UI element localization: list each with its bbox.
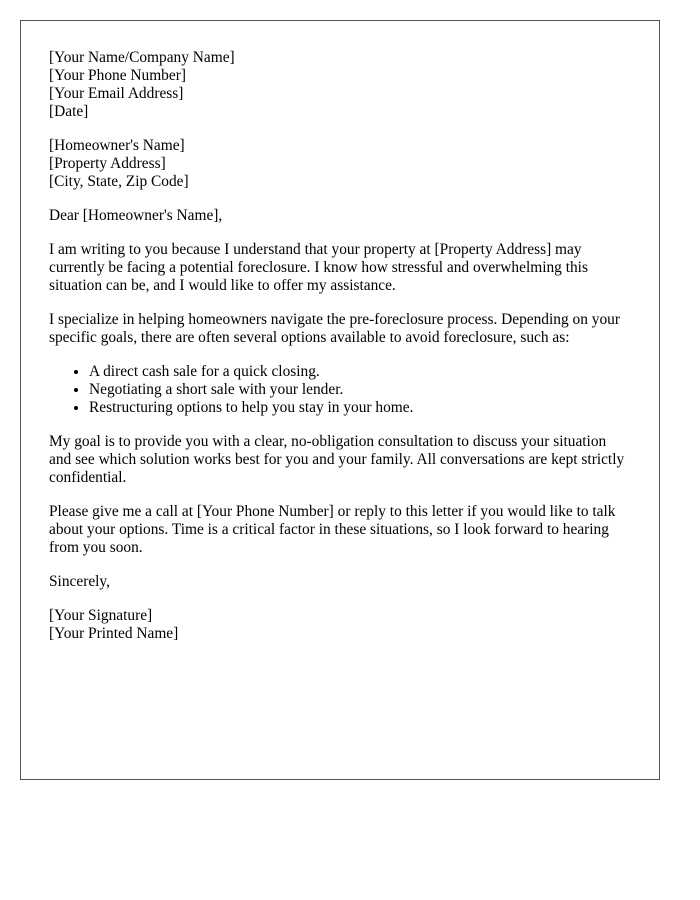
call-to-action-paragraph: Please give me a call at [Your Phone Number] or reply to this letter if you would like to talk about your options. Time is a critical factor in these situations, so I look forward to hearing from you soon. — [49, 503, 616, 556]
sender-name: [Your Name/Company Name] — [49, 49, 235, 66]
consultation-paragraph: My goal is to provide you with a clear, no-obligation consultation to discuss your situation and see which solution works best for you and your family. All conversations are kept strictly confidential. — [49, 433, 625, 486]
printed-name: [Your Printed Name] — [49, 625, 179, 642]
intro-paragraph: I am writing to you because I understand that your property at [Property Address] may currently be facing a potential foreclosure. I know how stressful and overwhelming this situation can be, and I would like to offer my assistance. — [49, 241, 588, 294]
signature-block — [49, 607, 631, 643]
list-item: • A direct cash sale for a quick closing. — [89, 363, 631, 381]
salutation: Dear [Homeowner's Name], — [49, 207, 223, 224]
letter-page — [20, 20, 660, 780]
sender-email: [Your Email Address] — [49, 85, 184, 102]
list-item: • Negotiating a short sale with your lender. — [89, 381, 631, 399]
options-list — [49, 363, 631, 417]
sender-block — [49, 49, 631, 121]
sender-phone: [Your Phone Number] — [49, 67, 186, 84]
list-item: • Restructuring options to help you stay in your home. — [89, 399, 631, 417]
recipient-block — [49, 137, 631, 191]
letter-date: [Date] — [49, 103, 89, 120]
recipient-city-state-zip: [City, State, Zip Code] — [49, 173, 189, 190]
signature-line: [Your Signature] — [49, 607, 153, 624]
recipient-name: [Homeowner's Name] — [49, 137, 185, 154]
recipient-address: [Property Address] — [49, 155, 166, 172]
signoff: Sincerely, — [49, 573, 110, 590]
options-intro-paragraph: I specialize in helping homeowners navigate the pre-foreclosure process. Depending on your specific goals, there are often several options available to avoid foreclosure, such as: — [49, 311, 620, 346]
